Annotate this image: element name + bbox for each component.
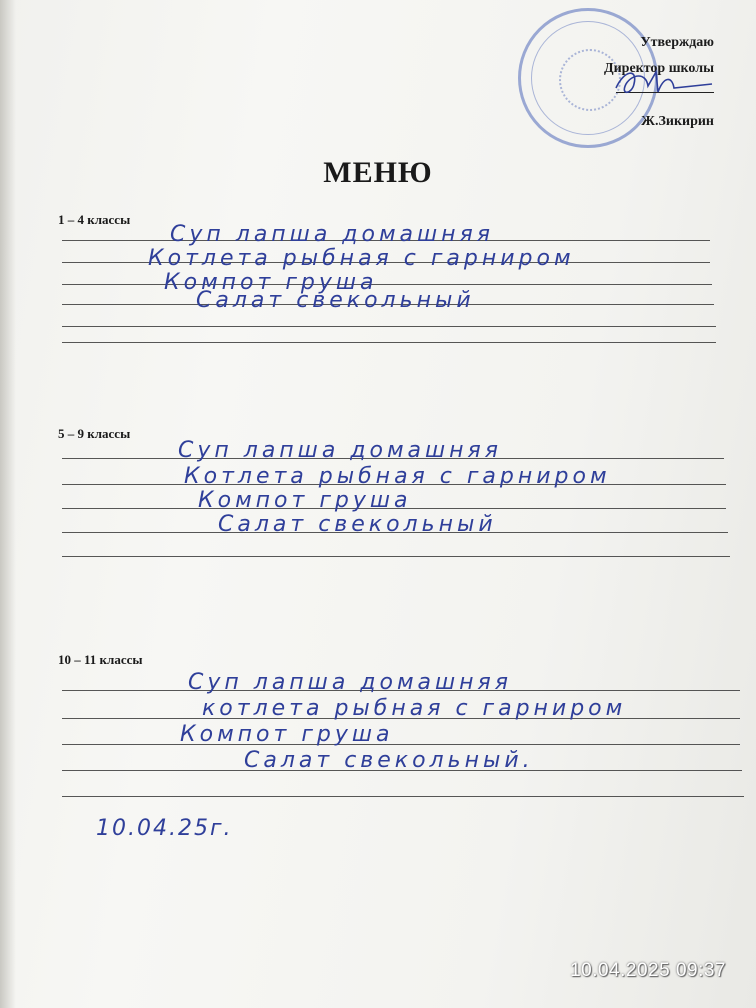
class-label-5-9: 5 – 9 классы [58,426,131,441]
menu-item: Салат свекольный [218,512,497,537]
ruled-line [62,796,744,797]
ruled-line [62,326,716,327]
menu-item: Суп лапша домашняя [188,670,513,695]
ruled-line [62,284,712,285]
menu-item: Котлета рыбная с гарниром [148,246,575,271]
director-name: Ж.Зикирин [641,114,714,129]
ruled-line [62,744,740,745]
ruled-line [62,556,730,557]
director-role: Директор школы [603,61,714,76]
menu-item: Компот груша [198,488,412,513]
class-label-10-11: 10 – 11 классы [58,652,143,667]
menu-item: котлета рыбная с гарниром [202,696,627,721]
menu-item: Компот груша [164,270,378,295]
photo-timestamp: 10.04.2025 09:37 [570,960,726,981]
menu-item: Суп лапша домашняя [178,438,503,463]
handwritten-date: 10.04.25г. [96,816,233,841]
page-title: МЕНЮ [323,156,433,189]
class-label-1-4: 1 – 4 классы [58,212,131,227]
menu-item: Котлета рыбная с гарниром [184,464,611,489]
director-signature [612,62,722,102]
menu-item: Салат свекольный [196,288,475,313]
menu-item: Суп лапша домашняя [170,222,495,247]
paper-shadow [0,0,16,1008]
approval-word: Утверждаю [640,35,714,50]
ruled-line [62,342,716,343]
menu-item: Компот груша [180,722,394,747]
menu-item: Салат свекольный. [244,748,534,773]
